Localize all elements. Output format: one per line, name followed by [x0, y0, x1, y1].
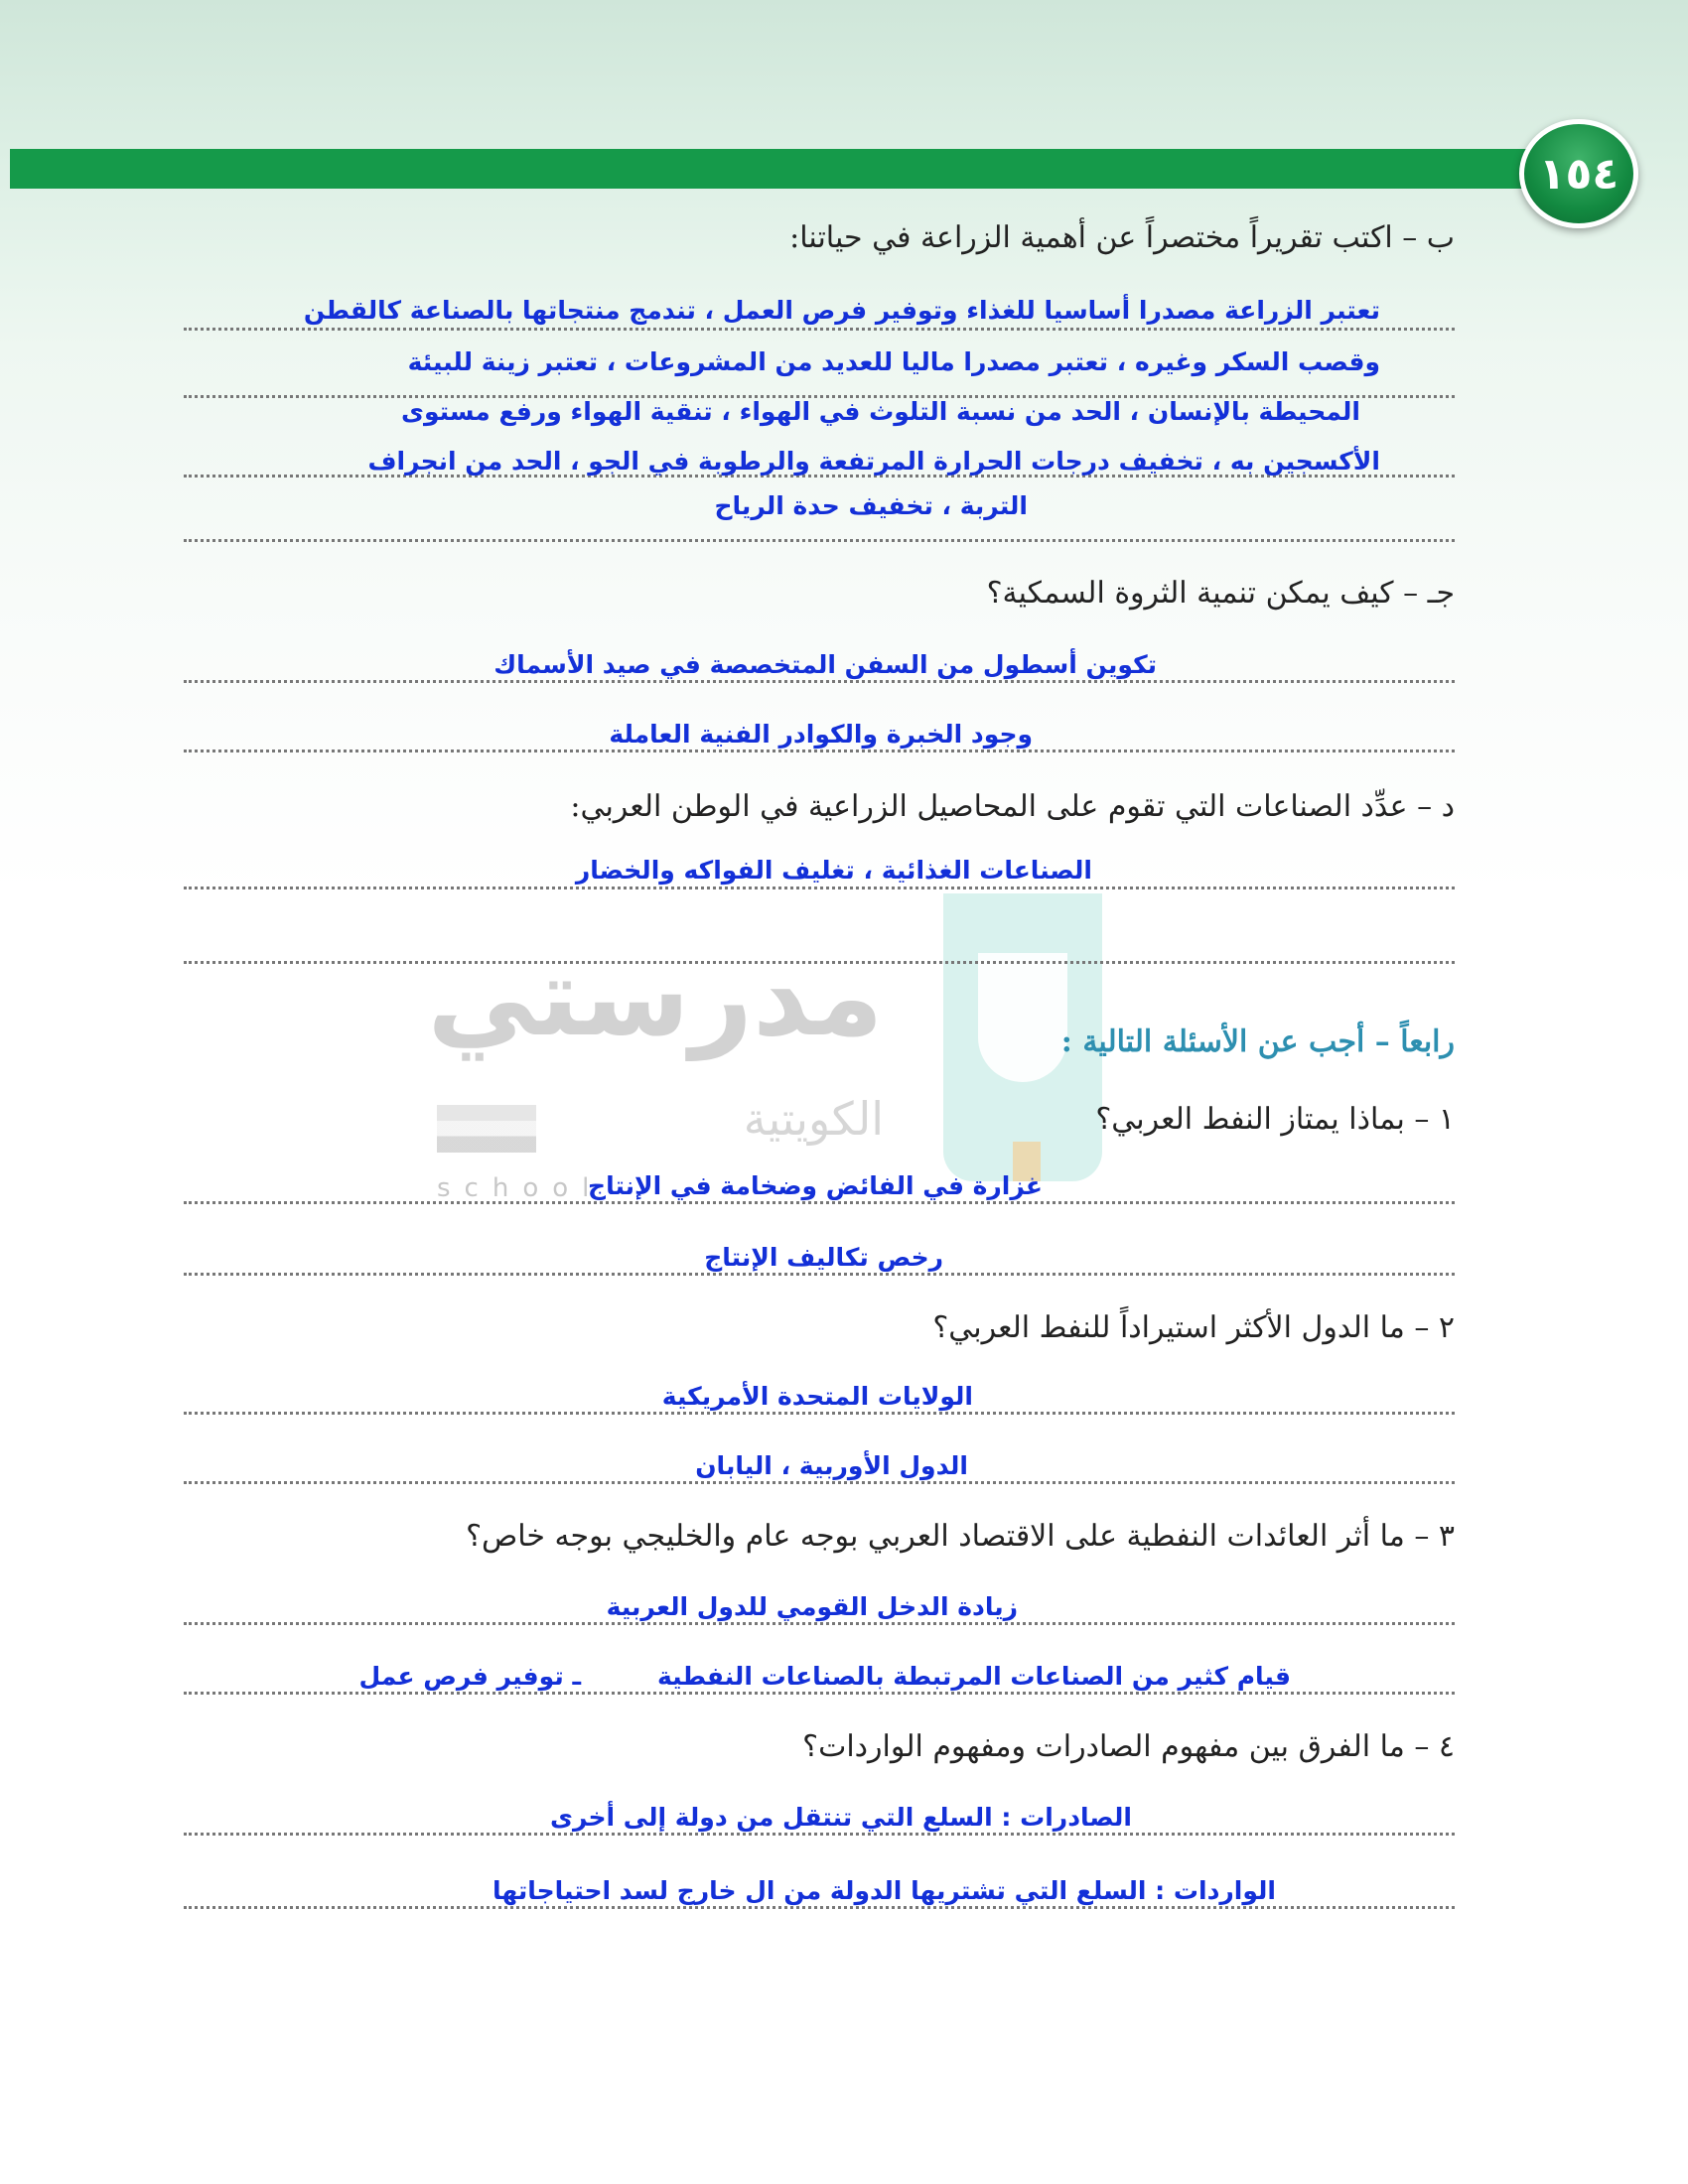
answer-line [184, 680, 1455, 683]
answer-line [184, 328, 1455, 331]
question-b-answer-4: الأكسجين به ، تخفيف درجات الحرارة المرتفعة والرطوبة في الجو ، الحد من انجراف [367, 447, 1380, 476]
question-1-answer-2: رخص تكاليف الإنتاج [704, 1243, 943, 1272]
watermark-subtitle: الكويتية [743, 1092, 884, 1146]
question-d-answer-1: الصناعات الغذائية ، تغليف الفواكه والخضار [575, 856, 1092, 885]
question-4-answer-2: الواردات : السلع التي تشتريها الدولة من ال خارج لسد احتياجاتها [492, 1876, 1276, 1905]
watermark-school-text: school [437, 1173, 604, 1203]
answer-line [184, 1906, 1455, 1909]
answer-line [184, 1201, 1455, 1204]
answer-line [184, 887, 1455, 889]
question-c-answer-1: تكوين أسطول من السفن المتخصصة في صيد الأسماك [493, 650, 1157, 679]
question-c-answer-2: وجود الخبرة والكوادر الفنية العاملة [609, 720, 1033, 749]
question-2-prompt: ٢ – ما الدول الأكثر استيراداً للنفط العربي؟ [932, 1310, 1455, 1345]
answer-line [184, 1273, 1455, 1276]
question-4-answer-1: الصادرات : السلع التي تنتقل من دولة إلى أخرى [550, 1803, 1132, 1832]
question-4-prompt: ٤ – ما الفرق بين مفهوم الصادرات ومفهوم الواردات؟ [802, 1729, 1455, 1764]
question-2-answer-2: الدول الأوربية ، اليابان [695, 1451, 968, 1480]
answer-line [184, 1412, 1455, 1415]
question-d-prompt: د – عدِّد الصناعات التي تقوم على المحاصيل الزراعية في الوطن العربي: [570, 789, 1455, 824]
watermark-title: مدرستي [427, 933, 884, 1060]
watermark-logo-cutout [978, 953, 1067, 1082]
answer-line [184, 1481, 1455, 1484]
section-4-title: رابعاً – أجب عن الأسئلة التالية : [1060, 1024, 1455, 1059]
question-b-answer-3: المحيطة بالإنسان ، الحد من نسبة التلوث في الهواء ، تنقية الهواء ورفع مستوى [401, 397, 1360, 426]
question-b-answer-1: تعتبر الزراعة مصدرا أساسيا للغذاء وتوفير فرص العمل ، تندمج منتجاتها بالصناعة كالقطن [303, 296, 1380, 325]
answer-line [184, 539, 1455, 542]
answer-line [184, 1833, 1455, 1836]
kuwait-flag-icon [437, 1105, 536, 1153]
answer-line [184, 961, 1455, 964]
question-3-answer-2: قيام كثير من الصناعات المرتبطة بالصناعات النفطية [657, 1662, 1291, 1691]
answer-line [184, 750, 1455, 752]
question-2-answer-1: الولايات المتحدة الأمريكية [661, 1382, 973, 1411]
question-b-answer-5: التربة ، تخفيف حدة الرياح [714, 491, 1028, 520]
question-b-prompt: ب – اكتب تقريراً مختصراً عن أهمية الزراعة في حياتنا: [789, 220, 1455, 255]
question-1-prompt: ١ – بماذا يمتاز النفط العربي؟ [1095, 1102, 1455, 1137]
answer-line [184, 1692, 1455, 1695]
question-3-answer-1: زيادة الدخل القومي للدول العربية [606, 1592, 1018, 1621]
page-number-badge: ١٥٤ [1519, 119, 1638, 228]
header-green-bar [10, 149, 1579, 189]
question-b-answer-2: وقصب السكر وغيره ، تعتبر مصدرا ماليا للعديد من المشروعات ، تعتبر زينة للبيئة [407, 347, 1380, 376]
question-1-answer-1: غزارة في الفائض وضخامة في الإنتاج [588, 1171, 1043, 1200]
answer-line [184, 1622, 1455, 1625]
question-c-prompt: جـ – كيف يمكن تنمية الثروة السمكية؟ [986, 576, 1455, 611]
question-3-answer-3: ـ توفير فرص عمل [358, 1662, 581, 1691]
question-3-prompt: ٣ – ما أثر العائدات النفطية على الاقتصاد العربي بوجه عام والخليجي بوجه خاص؟ [466, 1519, 1455, 1554]
watermark [417, 893, 1112, 1291]
